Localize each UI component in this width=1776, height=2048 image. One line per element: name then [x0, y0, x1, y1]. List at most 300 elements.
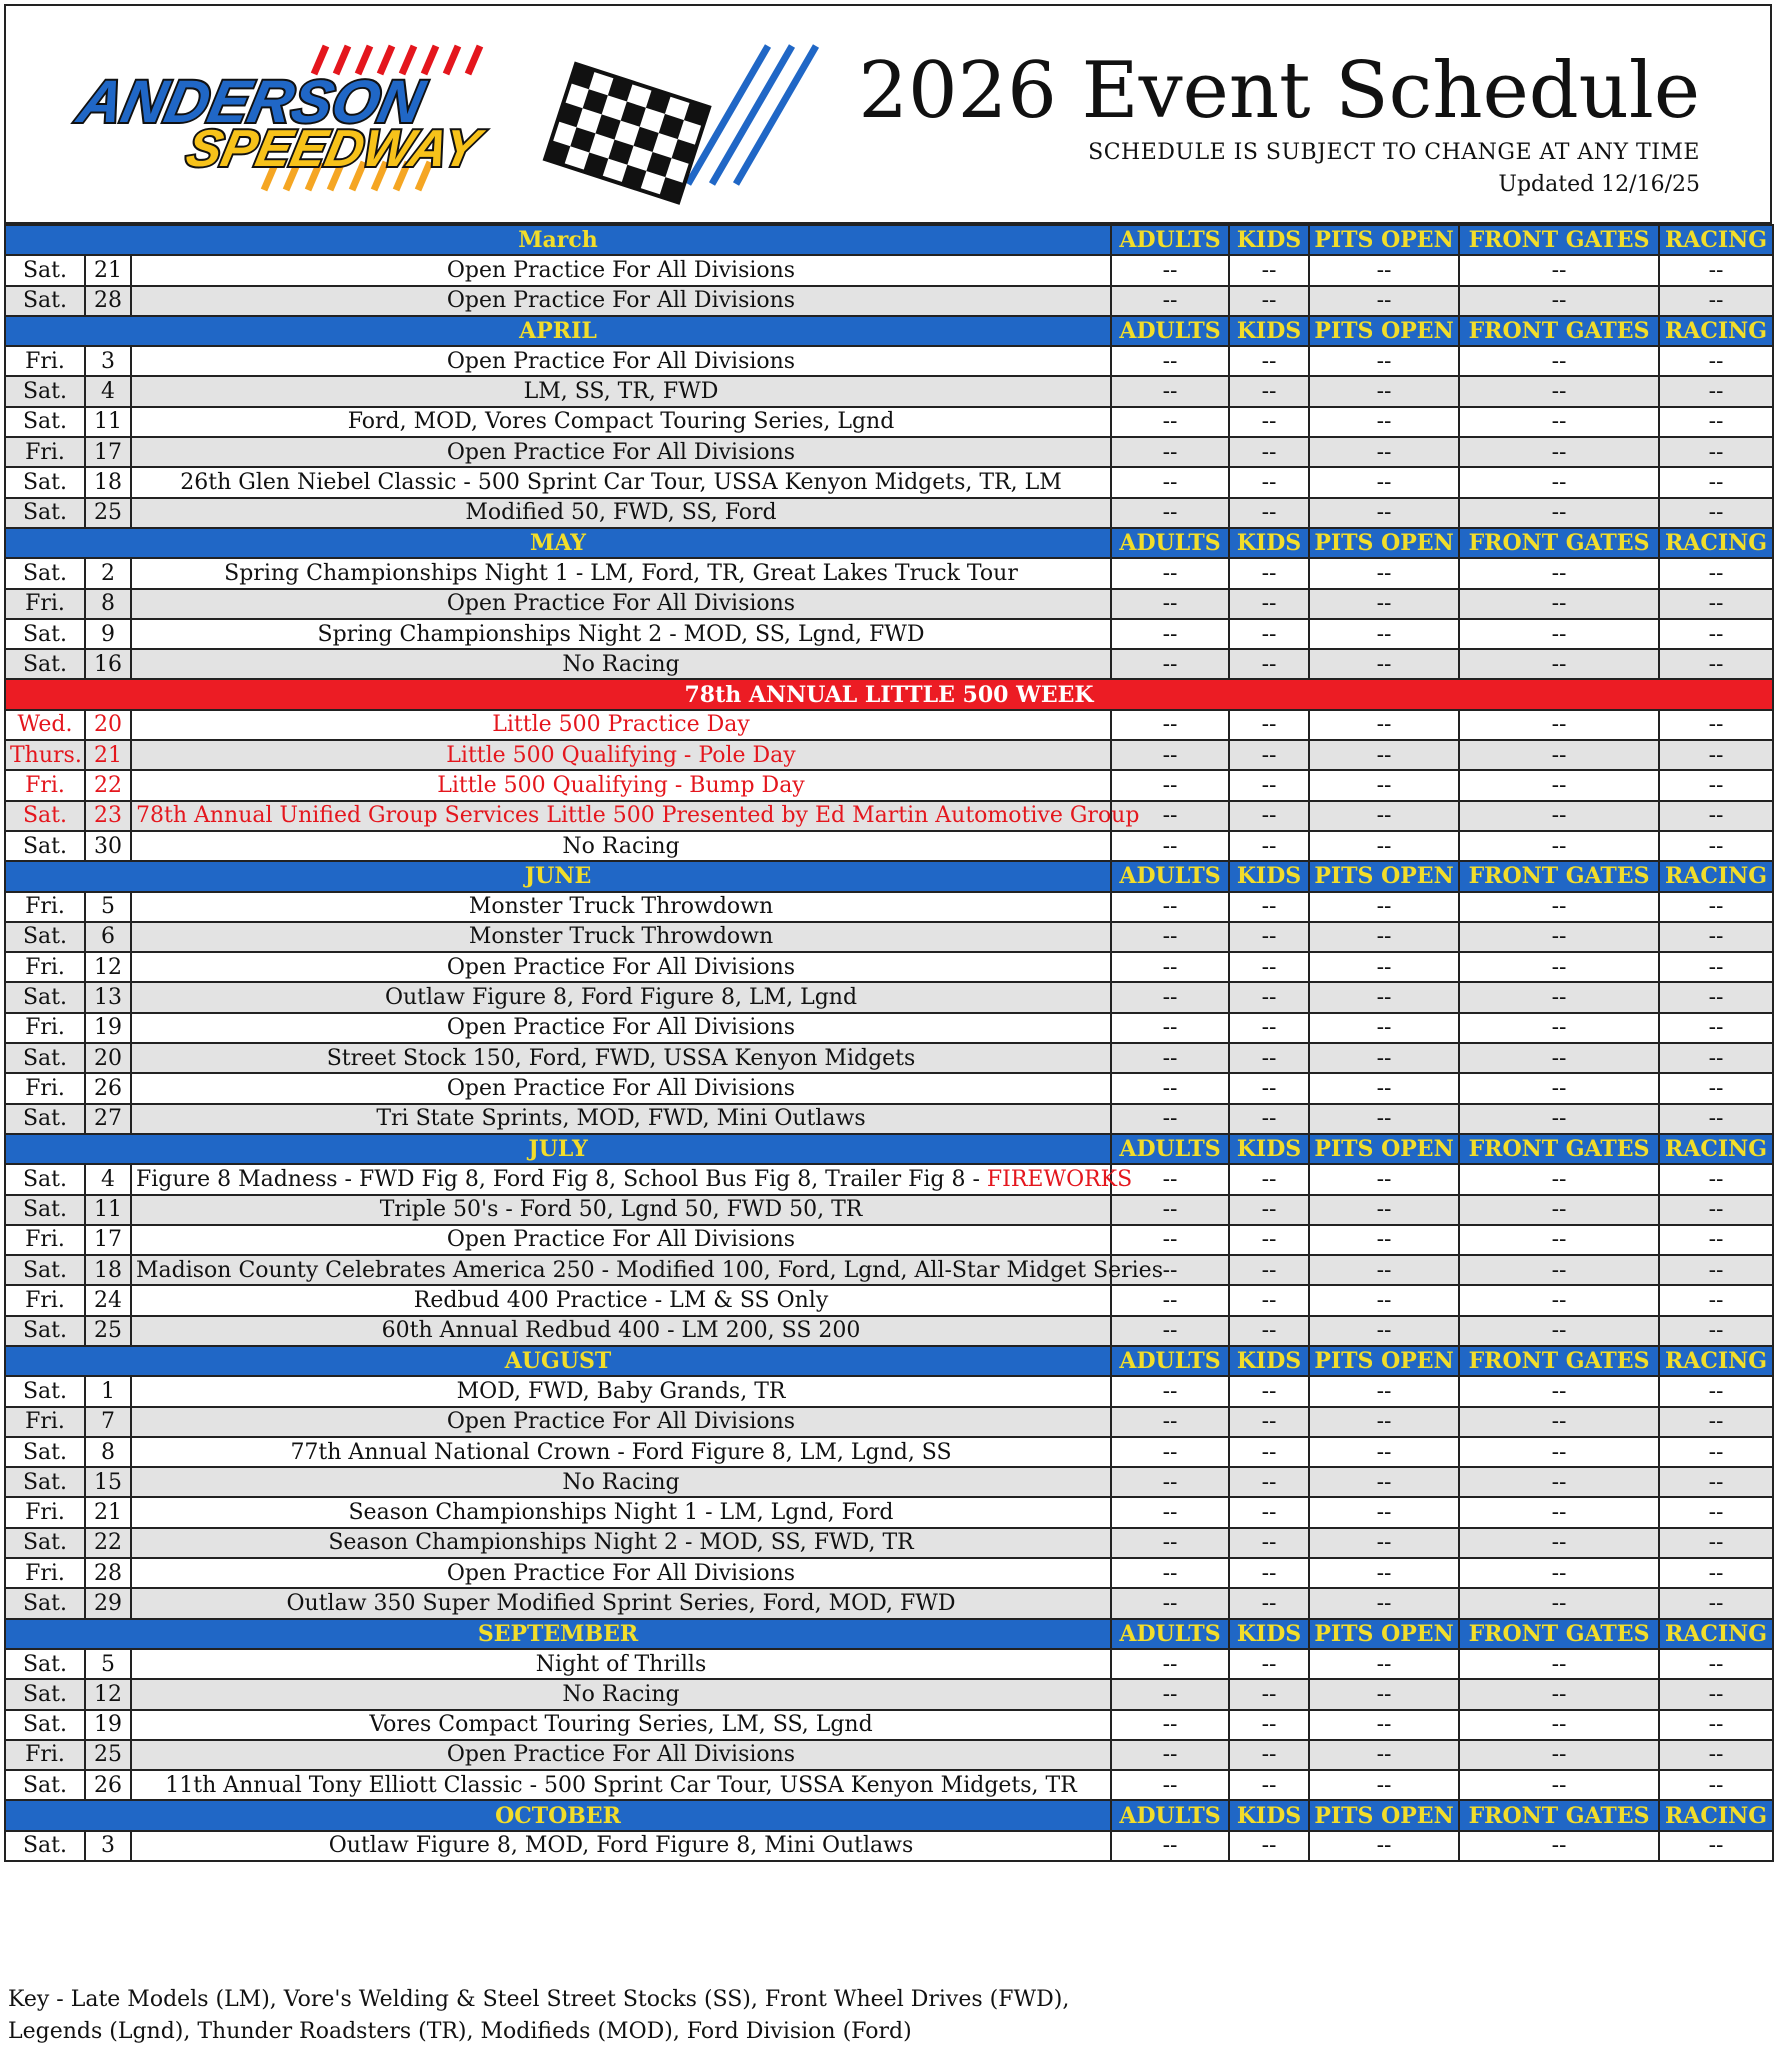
event-detail-placeholder: --: [1659, 376, 1773, 406]
event-detail-placeholder: --: [1659, 1740, 1773, 1770]
event-date: 28: [85, 286, 131, 316]
event-row: [5, 1679, 1773, 1709]
event-text: Open Practice For All Divisions: [446, 288, 796, 314]
svg-text:ANDERSON: ANDERSON: [72, 67, 431, 135]
event-row: [5, 589, 1773, 619]
event-day: Sat.: [5, 467, 85, 497]
updated-date: Updated 12/16/25: [1498, 172, 1700, 197]
event-name: [131, 770, 1111, 800]
event-detail-placeholder: --: [1309, 1255, 1459, 1285]
event-detail-placeholder: --: [1309, 1831, 1459, 1861]
event-detail-placeholder: --: [1659, 1437, 1773, 1467]
event-detail-placeholder: --: [1659, 649, 1773, 679]
event-date: 4: [85, 1164, 131, 1194]
event-day: Sat.: [5, 619, 85, 649]
event-detail-placeholder: --: [1111, 1710, 1229, 1740]
event-detail-placeholder: --: [1659, 1104, 1773, 1134]
event-date: 17: [85, 1225, 131, 1255]
column-header: PITS OPEN: [1309, 225, 1459, 255]
event-text: Outlaw Figure 8, Ford Figure 8, LM, Lgnd: [384, 985, 858, 1011]
event-detail-placeholder: --: [1111, 619, 1229, 649]
event-name: [131, 1528, 1111, 1558]
event-text: No Racing: [562, 1469, 680, 1495]
event-row: [5, 467, 1773, 497]
event-detail-placeholder: --: [1111, 922, 1229, 952]
event-detail-placeholder: --: [1459, 1164, 1659, 1194]
event-text: Season Championships Night 2 - MOD, SS, FWD, TR: [328, 1530, 914, 1556]
event-text: Little 500 Practice Day: [492, 712, 750, 738]
division-key: [8, 1984, 1069, 2048]
event-detail-placeholder: --: [1459, 407, 1659, 437]
event-detail-placeholder: --: [1659, 619, 1773, 649]
event-detail-placeholder: --: [1111, 498, 1229, 528]
event-name: [131, 801, 1140, 831]
column-header: FRONT GATES: [1459, 1346, 1659, 1376]
column-header: KIDS: [1229, 528, 1309, 558]
event-row: [5, 1497, 1773, 1527]
event-name: [131, 740, 1111, 770]
event-name: [131, 1710, 1111, 1740]
event-detail-placeholder: --: [1659, 286, 1773, 316]
event-text: 77th Annual National Crown - Ford Figure 8, LM, Lgnd, SS: [290, 1439, 952, 1465]
event-detail-placeholder: --: [1309, 1558, 1459, 1588]
event-text: Ford, MOD, Vores Compact Touring Series, Lgnd: [347, 409, 895, 435]
event-detail-placeholder: --: [1229, 437, 1309, 467]
event-detail-placeholder: --: [1459, 710, 1659, 740]
column-header: RACING: [1659, 1619, 1773, 1649]
event-detail-placeholder: --: [1659, 1558, 1773, 1588]
event-detail-placeholder: --: [1459, 1316, 1659, 1346]
event-row: [5, 1528, 1773, 1558]
column-header: RACING: [1659, 225, 1773, 255]
event-date: 1: [85, 1376, 131, 1406]
event-row: [5, 1770, 1773, 1800]
page-title: 2026 Event Schedule: [858, 46, 1700, 136]
event-detail-placeholder: --: [1111, 982, 1229, 1012]
event-date: 25: [85, 1316, 131, 1346]
event-detail-placeholder: --: [1309, 892, 1459, 922]
event-day: Sat.: [5, 1376, 85, 1406]
event-detail-placeholder: --: [1659, 1467, 1773, 1497]
event-detail-placeholder: --: [1229, 1710, 1309, 1740]
event-name: [131, 1195, 1111, 1225]
event-detail-placeholder: --: [1111, 589, 1229, 619]
event-detail-placeholder: --: [1309, 437, 1459, 467]
month-header-row: [5, 1619, 1773, 1649]
event-text: Monster Truck Throwdown: [468, 894, 774, 920]
event-detail-placeholder: --: [1111, 1770, 1229, 1800]
column-header: FRONT GATES: [1459, 1619, 1659, 1649]
event-name: [131, 1285, 1111, 1315]
svg-text:SPEEDWAY: SPEEDWAY: [181, 119, 485, 178]
event-date: 11: [85, 407, 131, 437]
event-detail-placeholder: --: [1309, 286, 1459, 316]
event-date: 29: [85, 1588, 131, 1618]
event-detail-placeholder: --: [1111, 1316, 1229, 1346]
month-label: AUGUST: [5, 1346, 1111, 1376]
event-detail-placeholder: --: [1111, 1679, 1229, 1709]
event-day: Sat.: [5, 1588, 85, 1618]
event-row: [5, 346, 1773, 376]
column-header: FRONT GATES: [1459, 316, 1659, 346]
event-detail-placeholder: --: [1659, 1528, 1773, 1558]
event-detail-placeholder: --: [1309, 1770, 1459, 1800]
event-detail-placeholder: --: [1309, 801, 1459, 831]
event-detail-placeholder: --: [1659, 1407, 1773, 1437]
event-date: 28: [85, 1558, 131, 1588]
event-day: Sat.: [5, 558, 85, 588]
event-detail-placeholder: --: [1111, 558, 1229, 588]
event-detail-placeholder: --: [1309, 831, 1459, 861]
event-row: [5, 407, 1773, 437]
event-date: 20: [85, 1043, 131, 1073]
event-day: Sat.: [5, 1831, 85, 1861]
event-row: [5, 831, 1773, 861]
event-name: [131, 649, 1111, 679]
event-day: Sat.: [5, 1649, 85, 1679]
event-row: [5, 801, 1773, 831]
event-detail-placeholder: --: [1659, 498, 1773, 528]
event-detail-placeholder: --: [1459, 1376, 1659, 1406]
column-header: ADULTS: [1111, 528, 1229, 558]
event-day: Sat.: [5, 982, 85, 1012]
event-name: [131, 1649, 1111, 1679]
column-header: FRONT GATES: [1459, 528, 1659, 558]
event-detail-placeholder: --: [1229, 770, 1309, 800]
event-detail-placeholder: --: [1309, 982, 1459, 1012]
event-date: 15: [85, 1467, 131, 1497]
event-day: Sat.: [5, 1528, 85, 1558]
event-detail-placeholder: --: [1229, 831, 1309, 861]
column-header: KIDS: [1229, 1800, 1309, 1830]
event-detail-placeholder: --: [1111, 1467, 1229, 1497]
event-text: Monster Truck Throwdown: [468, 924, 774, 950]
key-line-1: Key - Late Models (LM), Vore's Welding & Steel Street Stocks (SS), Front Wheel Drives (FWD),: [8, 1987, 1070, 2012]
month-label: JUNE: [5, 861, 1111, 891]
event-detail-placeholder: --: [1229, 1467, 1309, 1497]
key-line-2: Legends (Lgnd), Thunder Roadsters (TR), Modifieds (MOD), Ford Division (Ford): [8, 2019, 912, 2044]
schedule-disclaimer: SCHEDULE IS SUBJECT TO CHANGE AT ANY TIME: [1088, 140, 1700, 165]
event-date: 24: [85, 1285, 131, 1315]
event-row: [5, 1195, 1773, 1225]
event-detail-placeholder: --: [1459, 1497, 1659, 1527]
event-name: [131, 1316, 1111, 1346]
event-row: [5, 498, 1773, 528]
event-row: [5, 286, 1773, 316]
event-text: No Racing: [562, 651, 680, 677]
column-header: FRONT GATES: [1459, 861, 1659, 891]
event-detail-placeholder: --: [1459, 498, 1659, 528]
event-date: 30: [85, 831, 131, 861]
month-header-row: [5, 861, 1773, 891]
event-row: [5, 892, 1773, 922]
column-header: PITS OPEN: [1309, 316, 1459, 346]
event-detail-placeholder: --: [1659, 1710, 1773, 1740]
event-detail-placeholder: --: [1659, 1225, 1773, 1255]
event-day: Sat.: [5, 1104, 85, 1134]
event-detail-placeholder: --: [1229, 407, 1309, 437]
event-detail-placeholder: --: [1309, 498, 1459, 528]
event-detail-placeholder: --: [1459, 1467, 1659, 1497]
event-detail-placeholder: --: [1659, 346, 1773, 376]
event-detail-placeholder: --: [1111, 407, 1229, 437]
event-detail-placeholder: --: [1229, 710, 1309, 740]
event-detail-placeholder: --: [1309, 1497, 1459, 1527]
event-detail-placeholder: --: [1659, 558, 1773, 588]
event-detail-placeholder: --: [1459, 376, 1659, 406]
event-detail-placeholder: --: [1309, 589, 1459, 619]
event-detail-placeholder: --: [1111, 1195, 1229, 1225]
event-detail-placeholder: --: [1229, 892, 1309, 922]
event-text: No Racing: [562, 1681, 680, 1707]
event-text: 60th Annual Redbud 400 - LM 200, SS 200: [381, 1318, 861, 1344]
event-detail-placeholder: --: [1229, 558, 1309, 588]
event-detail-placeholder: --: [1459, 770, 1659, 800]
event-detail-placeholder: --: [1459, 982, 1659, 1012]
event-detail-placeholder: --: [1111, 649, 1229, 679]
anderson-speedway-logo: [72, 34, 796, 194]
event-day: Fri.: [5, 952, 85, 982]
event-row: [5, 770, 1773, 800]
event-detail-placeholder: --: [1459, 467, 1659, 497]
event-day: Fri.: [5, 1407, 85, 1437]
event-detail-placeholder: --: [1459, 346, 1659, 376]
event-detail-placeholder: --: [1659, 922, 1773, 952]
event-text: Vores Compact Touring Series, LM, SS, Lgnd: [369, 1712, 873, 1738]
event-detail-placeholder: --: [1111, 1649, 1229, 1679]
event-detail-placeholder: --: [1111, 346, 1229, 376]
event-detail-placeholder: --: [1111, 1013, 1229, 1043]
month-label: MAY: [5, 528, 1111, 558]
event-detail-placeholder: --: [1229, 1558, 1309, 1588]
event-name: [131, 1225, 1111, 1255]
event-date: 4: [85, 376, 131, 406]
event-detail-placeholder: --: [1459, 1013, 1659, 1043]
event-detail-placeholder: --: [1111, 286, 1229, 316]
month-label: SEPTEMBER: [5, 1619, 1111, 1649]
special-week-header: [5, 679, 1773, 709]
column-header: ADULTS: [1111, 861, 1229, 891]
event-detail-placeholder: --: [1111, 376, 1229, 406]
event-row: [5, 1588, 1773, 1618]
event-detail-placeholder: --: [1111, 1407, 1229, 1437]
event-date: 19: [85, 1013, 131, 1043]
event-name: [131, 1558, 1111, 1588]
column-header: FRONT GATES: [1459, 225, 1659, 255]
event-detail-placeholder: --: [1309, 1649, 1459, 1679]
event-name: [131, 1467, 1111, 1497]
event-detail-placeholder: --: [1111, 255, 1229, 285]
event-detail-placeholder: --: [1659, 1285, 1773, 1315]
event-detail-placeholder: --: [1309, 1164, 1459, 1194]
event-name: [131, 892, 1111, 922]
event-name: [131, 1104, 1111, 1134]
event-detail-placeholder: --: [1309, 619, 1459, 649]
event-text: Open Practice For All Divisions: [446, 1742, 796, 1768]
event-detail-placeholder: --: [1111, 467, 1229, 497]
event-detail-placeholder: --: [1309, 922, 1459, 952]
event-text: 11th Annual Tony Elliott Classic - 500 Sprint Car Tour, USSA Kenyon Midgets, TR: [165, 1772, 1077, 1798]
event-date: 20: [85, 710, 131, 740]
event-date: 23: [85, 801, 131, 831]
event-detail-placeholder: --: [1459, 1437, 1659, 1467]
event-date: 25: [85, 498, 131, 528]
column-header: PITS OPEN: [1309, 1134, 1459, 1164]
event-detail-placeholder: --: [1229, 286, 1309, 316]
column-header: ADULTS: [1111, 1619, 1229, 1649]
event-date: 7: [85, 1407, 131, 1437]
event-name: [131, 1255, 1163, 1285]
event-day: Sat.: [5, 1255, 85, 1285]
event-date: 22: [85, 770, 131, 800]
column-header: PITS OPEN: [1309, 528, 1459, 558]
event-detail-placeholder: --: [1459, 1104, 1659, 1134]
event-text: Open Practice For All Divisions: [446, 1409, 796, 1435]
event-detail-placeholder: --: [1459, 1225, 1659, 1255]
event-detail-placeholder: --: [1459, 831, 1659, 861]
event-detail-placeholder: --: [1229, 1649, 1309, 1679]
event-text: Open Practice For All Divisions: [446, 257, 796, 283]
event-name: [131, 831, 1111, 861]
event-text: Open Practice For All Divisions: [446, 348, 796, 374]
column-header: PITS OPEN: [1309, 1346, 1459, 1376]
event-detail-placeholder: --: [1659, 467, 1773, 497]
event-name: [131, 1437, 1111, 1467]
event-name: [131, 1497, 1111, 1527]
event-detail-placeholder: --: [1659, 255, 1773, 285]
column-header: PITS OPEN: [1309, 1619, 1459, 1649]
event-detail-placeholder: --: [1309, 1528, 1459, 1558]
event-name: [131, 619, 1111, 649]
event-detail-placeholder: --: [1111, 710, 1229, 740]
event-detail-placeholder: --: [1459, 1195, 1659, 1225]
event-detail-placeholder: --: [1229, 1831, 1309, 1861]
event-date: 12: [85, 1679, 131, 1709]
event-detail-placeholder: --: [1659, 1195, 1773, 1225]
event-name: [131, 1588, 1111, 1618]
event-detail-placeholder: --: [1459, 1679, 1659, 1709]
column-header: ADULTS: [1111, 1346, 1229, 1376]
event-detail-placeholder: --: [1229, 1376, 1309, 1406]
event-row: [5, 922, 1773, 952]
event-text: MOD, FWD, Baby Grands, TR: [456, 1378, 786, 1404]
event-detail-placeholder: --: [1309, 467, 1459, 497]
event-detail-placeholder: --: [1111, 1437, 1229, 1467]
event-detail-placeholder: --: [1659, 770, 1773, 800]
event-detail-placeholder: --: [1229, 1770, 1309, 1800]
event-detail-placeholder: --: [1229, 1255, 1309, 1285]
event-detail-placeholder: --: [1309, 255, 1459, 285]
event-date: 5: [85, 892, 131, 922]
event-detail-placeholder: --: [1459, 740, 1659, 770]
column-header: KIDS: [1229, 225, 1309, 255]
event-detail-placeholder: --: [1309, 1104, 1459, 1134]
event-text: Outlaw Figure 8, MOD, Ford Figure 8, Mini Outlaws: [328, 1833, 914, 1859]
event-detail-placeholder: --: [1309, 1316, 1459, 1346]
event-detail-placeholder: --: [1459, 1649, 1659, 1679]
event-detail-placeholder: --: [1309, 1407, 1459, 1437]
event-date: 18: [85, 467, 131, 497]
event-name: [131, 558, 1111, 588]
event-date: 21: [85, 740, 131, 770]
event-date: 17: [85, 437, 131, 467]
event-name: [131, 437, 1111, 467]
event-detail-placeholder: --: [1309, 1195, 1459, 1225]
column-header: FRONT GATES: [1459, 1800, 1659, 1830]
event-day: Sat.: [5, 1679, 85, 1709]
event-detail-placeholder: --: [1111, 892, 1229, 922]
event-row: [5, 1467, 1773, 1497]
event-name: [131, 589, 1111, 619]
event-day: Sat.: [5, 1164, 85, 1194]
event-day: Sat.: [5, 376, 85, 406]
special-week-label: 78th ANNUAL LITTLE 500 WEEK: [5, 679, 1773, 709]
event-detail-placeholder: --: [1111, 1376, 1229, 1406]
event-day: Sat.: [5, 1710, 85, 1740]
event-highlight: FIREWORKS: [986, 1166, 1133, 1192]
event-detail-placeholder: --: [1309, 1073, 1459, 1103]
event-detail-placeholder: --: [1111, 952, 1229, 982]
event-detail-placeholder: --: [1459, 1255, 1659, 1285]
event-detail-placeholder: --: [1111, 1073, 1229, 1103]
column-header: ADULTS: [1111, 316, 1229, 346]
month-header-row: [5, 316, 1773, 346]
event-detail-placeholder: --: [1309, 407, 1459, 437]
event-detail-placeholder: --: [1229, 1043, 1309, 1073]
event-detail-placeholder: --: [1659, 982, 1773, 1012]
month-header-row: [5, 225, 1773, 255]
event-name: [131, 1164, 1133, 1194]
event-name: [131, 710, 1111, 740]
event-text: Spring Championships Night 2 - MOD, SS, Lgnd, FWD: [317, 621, 925, 647]
event-row: [5, 558, 1773, 588]
column-header: RACING: [1659, 528, 1773, 558]
event-day: Sat.: [5, 255, 85, 285]
event-name: [131, 498, 1111, 528]
column-header: KIDS: [1229, 1619, 1309, 1649]
event-day: Sat.: [5, 1043, 85, 1073]
event-detail-placeholder: --: [1659, 1073, 1773, 1103]
event-detail-placeholder: --: [1459, 255, 1659, 285]
event-date: 16: [85, 649, 131, 679]
event-day: Sat.: [5, 831, 85, 861]
event-detail-placeholder: --: [1659, 710, 1773, 740]
event-text: Open Practice For All Divisions: [446, 1075, 796, 1101]
column-header: KIDS: [1229, 316, 1309, 346]
event-row: [5, 710, 1773, 740]
event-detail-placeholder: --: [1229, 649, 1309, 679]
event-detail-placeholder: --: [1111, 1831, 1229, 1861]
event-date: 3: [85, 346, 131, 376]
event-detail-placeholder: --: [1229, 1285, 1309, 1315]
event-row: [5, 1104, 1773, 1134]
column-header: PITS OPEN: [1309, 861, 1459, 891]
event-text: Season Championships Night 1 - LM, Lgnd, Ford: [348, 1500, 894, 1526]
event-detail-placeholder: --: [1111, 1043, 1229, 1073]
column-header: KIDS: [1229, 1134, 1309, 1164]
event-detail-placeholder: --: [1659, 1316, 1773, 1346]
event-detail-placeholder: --: [1309, 1225, 1459, 1255]
event-date: 8: [85, 589, 131, 619]
column-header: PITS OPEN: [1309, 1800, 1459, 1830]
event-date: 13: [85, 982, 131, 1012]
event-name: [131, 1770, 1111, 1800]
schedule-body: [5, 225, 1773, 1861]
month-header-row: [5, 1800, 1773, 1830]
event-detail-placeholder: --: [1229, 1588, 1309, 1618]
event-text: Madison County Celebrates America 250 - Modified 100, Ford, Lgnd, All-Star Midget Series: [136, 1257, 1163, 1283]
event-day: Fri.: [5, 1073, 85, 1103]
